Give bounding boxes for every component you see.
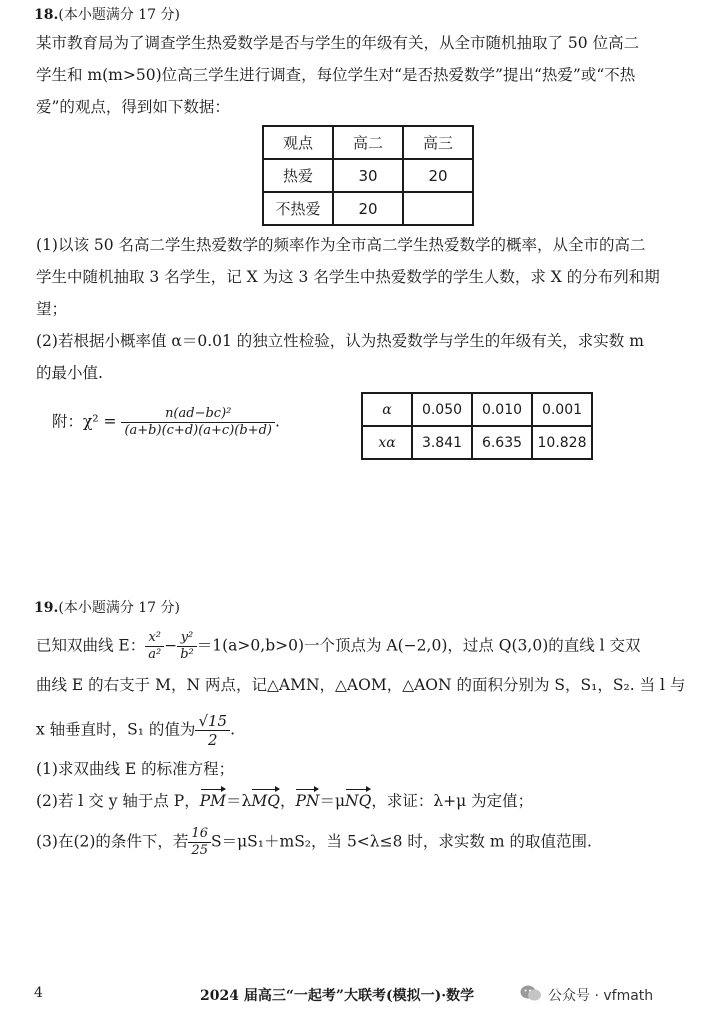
table-row xyxy=(263,192,473,225)
q19-part2: (2)若 l 交 y 轴于点 P，PM＝λMQ，PN＝μNQ，求证：λ+μ 为定值； xyxy=(36,792,534,810)
q19-part3-suffix: S＝μS₁＋mS₂，当 5<λ≤8 时，求实数 m 的取值范围. xyxy=(210,832,592,851)
hyperbola-term-y: $\frac{\text{y²}}{\text{b²}}$ xyxy=(177,630,197,663)
vector-nq: NQ xyxy=(345,792,372,810)
q19-part2-prefix: (2)若 l 交 y 轴于点 P， xyxy=(36,792,200,810)
q18-part2-line-2: 的最小值. xyxy=(36,364,103,382)
vector-pn: PN xyxy=(295,792,320,810)
q19-line-3 xyxy=(36,712,235,749)
table-row xyxy=(362,426,592,459)
table-cell: 0.001 xyxy=(532,393,592,426)
q18-score: (本小题满分 17 分) xyxy=(58,7,180,23)
table-cell: 0.010 xyxy=(472,393,532,426)
table-cell: 0.050 xyxy=(412,393,472,426)
table-cell: α xyxy=(362,393,412,426)
fraction-numerator: 16 xyxy=(191,826,208,841)
table-row xyxy=(362,393,592,426)
table-cell: 6.635 xyxy=(472,426,532,459)
fraction-numerator: √15 xyxy=(198,712,228,730)
page-number: 4 xyxy=(34,985,43,1001)
q19-part3 xyxy=(36,826,592,859)
vector-pm: PM xyxy=(199,792,227,810)
formula-period: . xyxy=(274,412,280,431)
table-cell xyxy=(403,192,473,225)
q18-number: 18. xyxy=(34,7,59,23)
table-cell: 20 xyxy=(403,159,473,192)
table-header-cell: 观点 xyxy=(263,126,333,159)
sixteen-over-25 xyxy=(188,826,211,859)
q19-part3-prefix: (3)在(2)的条件下，若 xyxy=(36,832,189,851)
q19-line3-prefix: x 轴垂直时，S₁ 的值为 xyxy=(36,720,196,739)
q18-para-line-3: 爱”的观点，得到如下数据： xyxy=(36,98,230,116)
table-cell: 不热爱 xyxy=(263,192,333,225)
q18-appendix-formula xyxy=(52,406,280,439)
watermark: 公众号 · vfmath xyxy=(548,988,654,1004)
table-cell: 30 xyxy=(333,159,403,192)
table-cell: 热爱 xyxy=(263,159,333,192)
chi-square-fraction xyxy=(121,406,275,439)
q19-line1-suffix: ＝1(a>0,b>0)一个顶点为 A(−2,0)，过点 Q(3,0)的直线 l 交双 xyxy=(196,636,641,655)
appendix-label: 附：χ² = xyxy=(52,412,117,431)
q18-para-line-2: 学生和 m(m>50)位高三学生进行调查，每位学生对“是否热爱数学”提出“热爱”或“不热 xyxy=(36,66,636,84)
q18-part1-line-1: (1)以该 50 名高二学生热爱数学的频率作为全市高二学生热爱数学的概率，从全市的高二 xyxy=(36,236,646,254)
q18-part1-line-2: 学生中随机抽取 3 名学生，记 X 为这 3 名学生中热爱数学的学生人数，求 X 的分布列和期 xyxy=(36,268,660,286)
wechat-icon xyxy=(520,984,542,1002)
fraction-denominator: (a+b)(c+d)(a+c)(b+d) xyxy=(121,422,275,439)
q19-line3-period: . xyxy=(230,720,236,739)
table-cell: xα xyxy=(362,426,412,459)
q18-part2-line-1: (2)若根据小概率值 α＝0.01 的独立性检验，认为热爱数学与学生的年级有关，求实数 m xyxy=(36,332,644,350)
table-cell: 3.841 xyxy=(412,426,472,459)
q19-heading xyxy=(34,597,180,617)
fraction-numerator: n(ad−bc)² xyxy=(165,406,232,421)
table-header-cell: 高三 xyxy=(403,126,473,159)
exam-title: 2024 届高三“一起考”大联考(模拟一)·数学 xyxy=(200,988,475,1004)
table-cell: 20 xyxy=(333,192,403,225)
vector-mq: MQ xyxy=(251,792,280,810)
q19-line-2: 曲线 E 的右支于 M，N 两点，记△AMN，△AOM，△AON 的面积分别为 S，S₁，S₂. 当 l 与 xyxy=(36,676,686,694)
table-row xyxy=(263,159,473,192)
q18-para-line-1: 某市教育局为了调查学生热爱数学是否与学生的年级有关，从全市随机抽取了 50 位高二 xyxy=(36,34,640,52)
table-row xyxy=(263,126,473,159)
fraction-denominator: 2 xyxy=(195,730,230,749)
fraction-denominator: 25 xyxy=(188,842,211,859)
q18-part1-line-3: 望； xyxy=(36,300,68,318)
hyperbola-term-x: $\frac{\text{x²}}{\text{a²}}$ xyxy=(145,630,164,663)
q19-line-1: 已知双曲线 E： $\frac{\text{x²}}{\text{a²}}$ − $\frac{\text{y²}}{\text{b²}}$ ＝1(a>0,b>0)一个顶点为 A(−2,0)，过点 Q(3,0)的直线 l 交双 xyxy=(36,630,641,662)
table-cell: 10.828 xyxy=(532,426,592,459)
q19-part1: (1)求双曲线 E 的标准方程； xyxy=(36,760,235,778)
critical-value-table xyxy=(361,392,593,460)
q19-number: 19. xyxy=(34,600,59,616)
q19-score: (本小题满分 17 分) xyxy=(58,600,180,616)
sqrt15-over-2 xyxy=(195,712,230,749)
q18-heading xyxy=(34,4,180,24)
q19-part2-suffix: ，求证：λ+μ 为定值； xyxy=(371,792,534,810)
q18-data-table xyxy=(262,125,474,226)
q19-line1-prefix: 已知双曲线 E： xyxy=(36,636,146,655)
table-header-cell: 高二 xyxy=(333,126,403,159)
